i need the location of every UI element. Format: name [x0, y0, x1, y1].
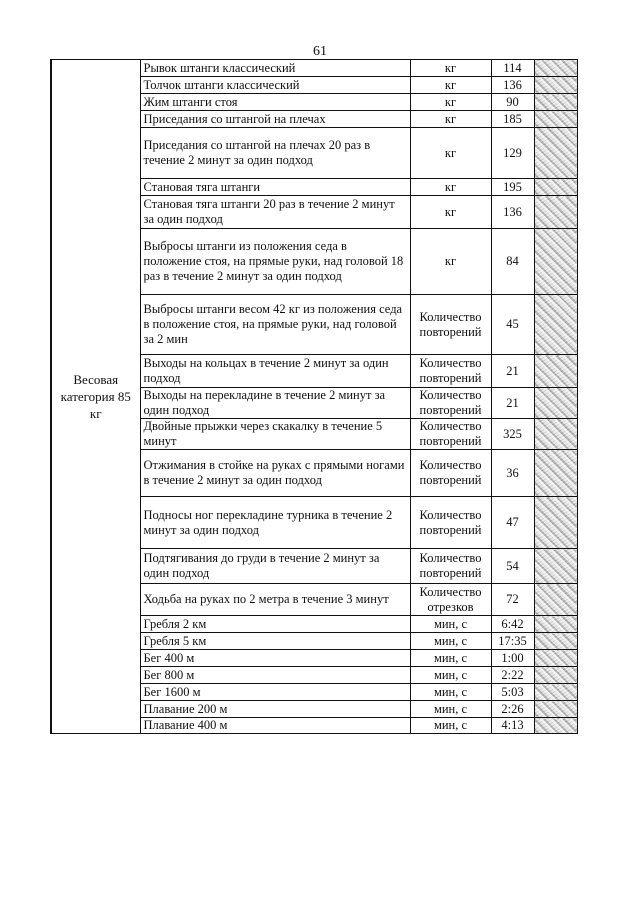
- scanned-stamp-cell: [534, 388, 577, 419]
- page-number: 61: [313, 44, 327, 59]
- scanned-stamp-cell: [534, 616, 577, 633]
- exercise-cell: Подтягивания до груди в течение 2 минут за один подход: [140, 549, 410, 584]
- scanned-stamp-cell: [534, 650, 577, 667]
- norm-value-cell: 325: [491, 419, 534, 450]
- norm-value-cell: 2:26: [491, 701, 534, 718]
- unit-cell: мин, с: [410, 667, 491, 684]
- unit-cell: мин, с: [410, 616, 491, 633]
- scanned-stamp-cell: [534, 450, 577, 497]
- unit-cell: Количество повторений: [410, 497, 491, 549]
- exercise-cell: Приседания со штангой на плечах 20 раз в течение 2 минут за один подход: [140, 128, 410, 179]
- norm-value-cell: 17:35: [491, 633, 534, 650]
- unit-cell: кг: [410, 60, 491, 77]
- unit-cell: кг: [410, 77, 491, 94]
- exercise-cell: Выходы на перекладине в течение 2 минут за один подход: [140, 388, 410, 419]
- exercise-cell: Подносы ног перекладине турника в течение 2 минут за один подход: [140, 497, 410, 549]
- unit-cell: Количество повторений: [410, 295, 491, 355]
- weight-category-cell: Весовая категория 85 кг: [51, 60, 140, 734]
- norm-value-cell: 84: [491, 229, 534, 295]
- scanned-stamp-cell: [534, 584, 577, 616]
- unit-cell: Количество повторений: [410, 419, 491, 450]
- norm-value-cell: 136: [491, 77, 534, 94]
- exercise-cell: Рывок штанги классический: [140, 60, 410, 77]
- standards-table-body: [51, 60, 577, 734]
- unit-cell: кг: [410, 179, 491, 196]
- exercise-cell: Гребля 2 км: [140, 616, 410, 633]
- exercise-cell: Бег 800 м: [140, 667, 410, 684]
- exercise-cell: Отжимания в стойке на руках с прямыми ногами в течение 2 минут за один подход: [140, 450, 410, 497]
- unit-cell: кг: [410, 196, 491, 229]
- exercise-cell: Плавание 400 м: [140, 718, 410, 734]
- scanned-stamp-cell: [534, 179, 577, 196]
- unit-cell: кг: [410, 111, 491, 128]
- scanned-stamp-cell: [534, 77, 577, 94]
- exercise-cell: Выбросы штанги из положения седа в положение стоя, на прямые руки, над головой 18 раз в течение 2 минут за один подход: [140, 229, 410, 295]
- scanned-stamp-cell: [534, 229, 577, 295]
- unit-cell: Количество повторений: [410, 355, 491, 388]
- unit-cell: кг: [410, 94, 491, 111]
- exercise-cell: Жим штанги стоя: [140, 94, 410, 111]
- scanned-stamp-cell: [534, 684, 577, 701]
- exercise-cell: Двойные прыжки через скакалку в течение 5 минут: [140, 419, 410, 450]
- exercise-cell: Становая тяга штанги: [140, 179, 410, 196]
- norm-value-cell: 129: [491, 128, 534, 179]
- unit-cell: Количество повторений: [410, 450, 491, 497]
- exercise-cell: Выходы на кольцах в течение 2 минут за один подход: [140, 355, 410, 388]
- scanned-stamp-cell: [534, 419, 577, 450]
- unit-cell: мин, с: [410, 633, 491, 650]
- exercise-cell: Бег 400 м: [140, 650, 410, 667]
- table-row: [51, 60, 577, 77]
- scanned-stamp-cell: [534, 718, 577, 734]
- scanned-stamp-cell: [534, 667, 577, 684]
- unit-cell: Количество повторений: [410, 549, 491, 584]
- exercise-cell: Толчок штанги классический: [140, 77, 410, 94]
- scanned-stamp-cell: [534, 196, 577, 229]
- scanned-stamp-cell: [534, 355, 577, 388]
- unit-cell: мин, с: [410, 701, 491, 718]
- norm-value-cell: 195: [491, 179, 534, 196]
- norm-value-cell: 136: [491, 196, 534, 229]
- norm-value-cell: 21: [491, 388, 534, 419]
- scanned-stamp-cell: [534, 633, 577, 650]
- norm-value-cell: 45: [491, 295, 534, 355]
- scanned-stamp-cell: [534, 94, 577, 111]
- unit-cell: мин, с: [410, 650, 491, 667]
- exercise-cell: Ходьба на руках по 2 метра в течение 3 минут: [140, 584, 410, 616]
- norm-value-cell: 90: [491, 94, 534, 111]
- exercise-cell: Бег 1600 м: [140, 684, 410, 701]
- exercise-cell: Выбросы штанги весом 42 кг из положения седа в положение стоя, на прямые руки, над головой за 2 мин: [140, 295, 410, 355]
- norm-value-cell: 114: [491, 60, 534, 77]
- unit-cell: мин, с: [410, 718, 491, 734]
- norm-value-cell: 47: [491, 497, 534, 549]
- exercise-cell: Гребля 5 км: [140, 633, 410, 650]
- exercise-cell: Приседания со штангой на плечах: [140, 111, 410, 128]
- norm-value-cell: 2:22: [491, 667, 534, 684]
- scanned-stamp-cell: [534, 497, 577, 549]
- exercise-cell: Становая тяга штанги 20 раз в течение 2 минут за один подход: [140, 196, 410, 229]
- norm-value-cell: 21: [491, 355, 534, 388]
- scanned-stamp-cell: [534, 295, 577, 355]
- scanned-stamp-cell: [534, 701, 577, 718]
- scanned-stamp-cell: [534, 128, 577, 179]
- unit-cell: кг: [410, 128, 491, 179]
- norm-value-cell: 185: [491, 111, 534, 128]
- norm-value-cell: 6:42: [491, 616, 534, 633]
- unit-cell: Количество отрезков: [410, 584, 491, 616]
- norm-value-cell: 5:03: [491, 684, 534, 701]
- scanned-stamp-cell: [534, 549, 577, 584]
- standards-table: [50, 59, 578, 734]
- norm-value-cell: 1:00: [491, 650, 534, 667]
- norm-value-cell: 72: [491, 584, 534, 616]
- unit-cell: мин, с: [410, 684, 491, 701]
- norm-value-cell: 54: [491, 549, 534, 584]
- scanned-stamp-cell: [534, 60, 577, 77]
- scanned-stamp-cell: [534, 111, 577, 128]
- exercise-cell: Плавание 200 м: [140, 701, 410, 718]
- norm-value-cell: 4:13: [491, 718, 534, 734]
- unit-cell: кг: [410, 229, 491, 295]
- norm-value-cell: 36: [491, 450, 534, 497]
- unit-cell: Количество повторений: [410, 388, 491, 419]
